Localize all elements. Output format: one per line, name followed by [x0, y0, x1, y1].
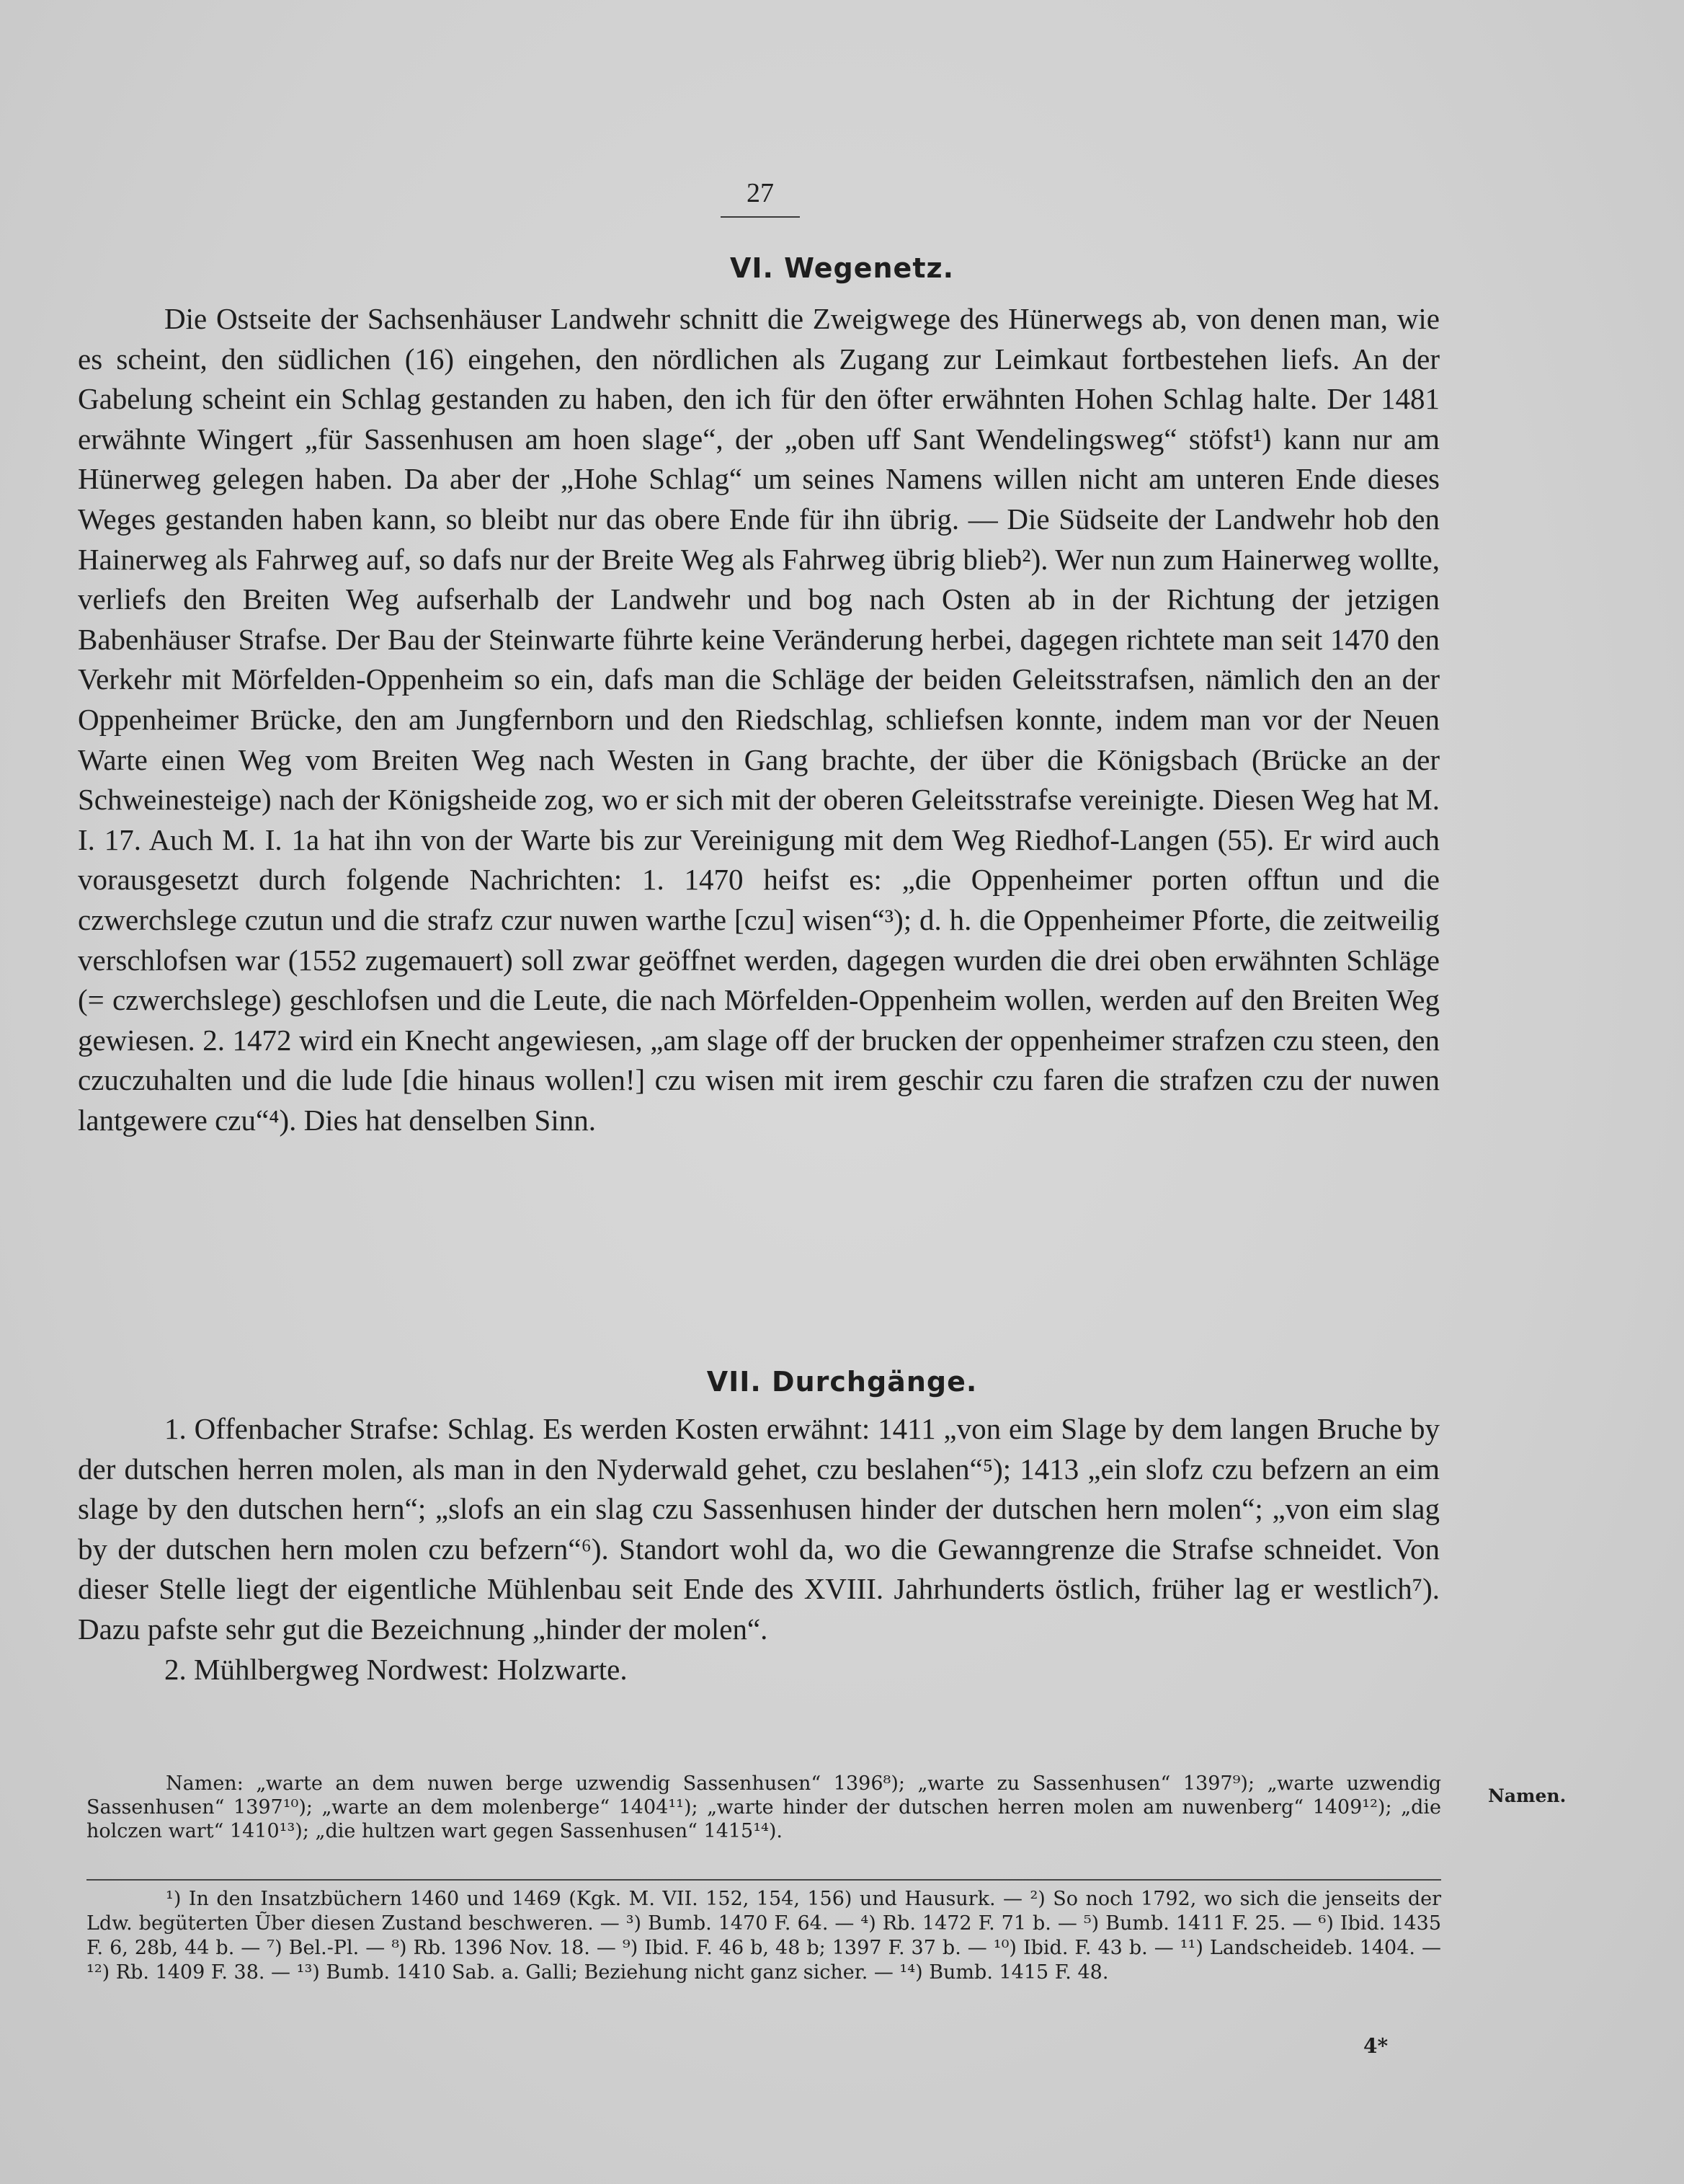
- names-note-text: Namen: „warte an dem nuwen berge uzwendig Sassenhusen“ 1396⁸); „warte zu Sassenhusen“ 1397⁹); „warte uzwendig Sassenhusen“ 1397¹⁰); „warte an dem molenberge“ 1404¹¹); „warte hinder der dutschen herren molen am nuwenberg“ 1409¹²); „die holczen wart“ 1410¹³); „die hultzen wart gegen Sassenhusen“ 1415¹⁴).: [86, 1772, 1441, 1842]
- margin-label-namen: Namen.: [1488, 1785, 1567, 1806]
- paragraph-muehlbergweg: 2. Mühlbergweg Nordwest: Holzwarte.: [164, 1652, 628, 1686]
- paragraph-wegenetz: Die Ostseite der Sachsenhäuser Landwehr schnitt die Zweigwege des Hünerwegs ab, von denen man, wie es scheint, den südlichen (16) eingehen, den nördlichen als Zugang zur Leimkaut fortbestehen liefs. An der Gabelung scheint ein Schlag gestanden zu haben, den ich für den öfter erwähnten Hohen Schlag halte. Der 1481 erwähnte Wingert „für Sassenhusen am hoen slage“, der „oben uff Sant Wendelingsweg“ stöfst¹) kann nur am Hünerweg gelegen haben. Da aber der „Hohe Schlag“ um seines Namens willen nicht am unteren Ende dieses Weges gestanden haben kann, so bleibt nur das obere Ende für ihn übrig. — Die Südseite der Landwehr hob den Hainerweg als Fahrweg auf, so dafs nur der Breite Weg als Fahrweg übrig blieb²). Wer nun zum Hainerweg wollte, verliefs den Breiten Weg aufserhalb der Landwehr und bog nach Osten ab in der Richtung der jetzigen Babenhäuser Strafse. Der Bau der Steinwarte führte keine Veränderung herbei, dagegen richtete man seit 1470 den Verkehr mit Mörfelden-Oppenheim so ein, dafs man die Schläge der beiden Geleitsstrafsen, nämlich den an der Oppenheimer Brücke, den am Jungfernborn und den Riedschlag, schliefsen konnte, indem man vor der Neuen Warte einen Weg vom Breiten Weg nach Westen in Gang brachte, der über die Königsbach (Brücke an der Schweinesteige) nach der Königsheide zog, wo er sich mit der oberen Geleitsstrafse vereinigte. Diesen Weg hat M. I. 17. Auch M. I. 1a hat ihn von der Warte bis zur Vereinigung mit dem Weg Riedhof-Langen (55). Er wird auch vorausgesetzt durch folgende Nachrichten: 1. 1470 heifst es: „die Oppenheimer porten offtun und die czwerchslege czutun und die strafz czur nuwen warthe [czu] wisen“³); d. h. die Oppenheimer Pforte, die zeitweilig verschlofsen war (1552 zugemauert) soll zwar geöffnet werden, dagegen wurden die drei oben erwähnten Schläge (= czwerchslege) geschlofsen und die Leute, die nach Mörfelden-Oppenheim wollen, werden auf den Breiten Weg gewiesen. 2. 1472 wird ein Knecht angewiesen, „am slage off der brucken der oppenheimer strafzen czu steen, den czuczuhalten und die lude [die hinaus wollen!] czu wisen mit irem geschir czu faren die strafzen czu der nuwen lantgewere czu“⁴). Dies hat denselben Sinn.: [78, 302, 1440, 1137]
- section-body-durchgaenge: [78, 1409, 1440, 1690]
- signature-mark: 4*: [1363, 2034, 1389, 2058]
- footnote-divider: [86, 1879, 1441, 1881]
- section-heading-durchgaenge: VII. Durchgänge.: [706, 1366, 978, 1398]
- section-body-wegenetz: [78, 299, 1440, 1140]
- paragraph-offenbacher-strasse: 1. Offenbacher Strafse: Schlag. Es werden Kosten erwähnt: 1411 „von eim Slage by dem langen Bruche by der dutschen herren molen, als man in den Nyderwald gehet, czu beslahen“⁵); 1413 „ein slofz czu befzern an eim slage by den dutschen hern“; „slofs an ein slag czu Sassenhusen hinder der dutschen hern molen“; „von eim slag by der dutschen hern molen czu befzern“⁶). Standort wohl da, wo die Gewanngrenze die Strafse schneidet. Von dieser Stelle liegt der eigentliche Mühlenbau seit Ende des XVIII. Jahrhunderts östlich, früher lag er westlich⁷). Dazu pafste sehr gut die Bezeichnung „hinder der molen“.: [78, 1412, 1440, 1646]
- page-number: 27: [721, 177, 800, 218]
- footnotes-text: ¹) In den Insatzbüchern 1460 und 1469 (Kgk. M. VII. 152, 154, 156) und Hausurk. — ²) So noch 1792, wo sich die jenseits der Ldw. begüterten Ũber diesen Zustand beschweren. — ³) Bumb. 1470 F. 64. — ⁴) Rb. 1472 F. 71 b. — ⁵) Bumb. 1411 F. 25. — ⁶) Ibid. 1435 F. 6, 28b, 44 b. — ⁷) Bel.-Pl. — ⁸) Rb. 1396 Nov. 18. — ⁹) Ibid. F. 46 b, 48 b; 1397 F. 37 b. — ¹⁰) Ibid. F. 43 b. — ¹¹) Landscheideb. 1404. — ¹²) Rb. 1409 F. 38. — ¹³) Bumb. 1410 Sab. a. Galli; Beziehung nicht ganz sicher. — ¹⁴) Bumb. 1415 F. 48.: [86, 1888, 1441, 1984]
- footnotes: [86, 1887, 1441, 1985]
- names-note: [86, 1772, 1441, 1843]
- section-heading-wegenetz: VI. Wegenetz.: [729, 252, 955, 284]
